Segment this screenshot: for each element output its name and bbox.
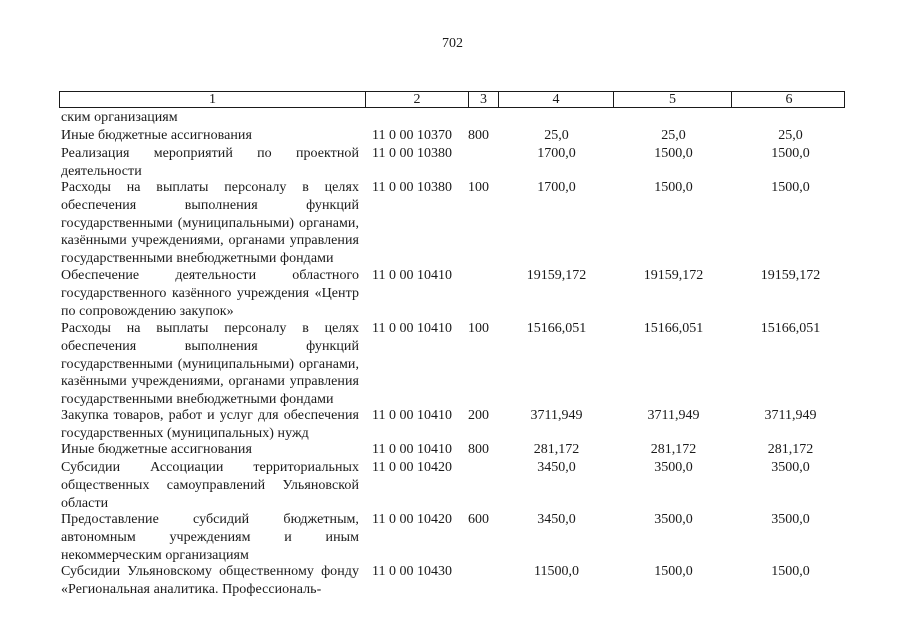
row-value-2: 25,0 — [661, 128, 686, 143]
row-name: Субсидии Ульяновскому общественному фонду «Региональная аналитика. Профессиональ- — [61, 564, 359, 597]
row-value-1: 25,0 — [544, 128, 569, 143]
row-value-2: 1500,0 — [654, 146, 693, 161]
row-vr: 100 — [468, 321, 489, 336]
row-name: ским организациям — [61, 110, 178, 125]
row-value-1: 3711,949 — [530, 408, 583, 423]
row-value-2: 1500,0 — [654, 180, 693, 195]
row-value-2: 1500,0 — [654, 564, 693, 579]
row-vr: 800 — [468, 442, 489, 457]
row-name: Расходы на выплаты персоналу в целях обеспечения выполнения функций государственными (муниципальными) органами, казёнными учреждениями, органами управления государственными внебюджетными фондами — [61, 180, 359, 267]
row-name: Иные бюджетные ассигнования — [61, 442, 252, 457]
row-value-3: 281,172 — [767, 442, 814, 457]
table-header — [59, 91, 845, 108]
row-name: Реализация мероприятий по проектной деятельности — [61, 146, 359, 179]
row-vr: 600 — [468, 512, 489, 527]
row-value-2: 3500,0 — [654, 460, 693, 475]
row-value-1: 11500,0 — [534, 564, 579, 579]
row-name: Обеспечение деятельности областного государственного казённого учреждения «Центр по сопровождению закупок» — [61, 268, 359, 319]
row-name: Иные бюджетные ассигнования — [61, 128, 252, 143]
row-vr: 100 — [468, 180, 489, 195]
page-number: 702 — [442, 36, 463, 51]
row-value-2: 3711,949 — [647, 408, 700, 423]
row-code: 11 0 00 10410 — [372, 442, 452, 457]
header-col-1: 1 — [209, 92, 216, 107]
row-value-1: 15166,051 — [526, 321, 587, 336]
row-value-2: 281,172 — [650, 442, 697, 457]
row-code: 11 0 00 10410 — [372, 321, 452, 336]
row-code: 11 0 00 10420 — [372, 512, 452, 527]
row-code: 11 0 00 10380 — [372, 180, 452, 195]
row-code: 11 0 00 10380 — [372, 146, 452, 161]
header-col-5: 5 — [613, 92, 731, 107]
row-code: 11 0 00 10410 — [372, 268, 452, 283]
row-value-3: 3711,949 — [764, 408, 817, 423]
row-value-3: 1500,0 — [771, 146, 810, 161]
row-value-3: 1500,0 — [771, 180, 810, 195]
row-value-2: 15166,051 — [643, 321, 704, 336]
row-value-2: 19159,172 — [643, 268, 704, 283]
row-value-1: 19159,172 — [526, 268, 587, 283]
row-value-3: 3500,0 — [771, 460, 810, 475]
row-vr: 200 — [468, 408, 489, 423]
row-value-1: 3450,0 — [537, 512, 576, 527]
header-col-3: 3 — [468, 92, 498, 107]
row-value-2: 3500,0 — [654, 512, 693, 527]
row-value-1: 281,172 — [533, 442, 580, 457]
row-value-3: 1500,0 — [771, 564, 810, 579]
row-name: Закупка товаров, работ и услуг для обеспечения государственных (муниципальных) нужд — [61, 408, 359, 441]
header-col-6: 6 — [731, 92, 846, 107]
row-value-1: 1700,0 — [537, 180, 576, 195]
row-code: 11 0 00 10370 — [372, 128, 452, 143]
row-value-1: 1700,0 — [537, 146, 576, 161]
row-name: Расходы на выплаты персоналу в целях обеспечения выполнения функций государственными (муниципальными) органами, казёнными учреждениями, органами управления государственными внебюджетными фондами — [61, 321, 359, 408]
row-code: 11 0 00 10430 — [372, 564, 452, 579]
row-value-3: 15166,051 — [760, 321, 821, 336]
row-vr: 800 — [468, 128, 489, 143]
row-value-3: 19159,172 — [760, 268, 821, 283]
header-col-4: 4 — [498, 92, 613, 107]
row-code: 11 0 00 10420 — [372, 460, 452, 475]
header-col-2: 2 — [365, 92, 468, 107]
row-name: Субсидии Ассоциации территориальных общественных самоуправлений Ульяновской области — [61, 460, 359, 511]
row-value-3: 3500,0 — [771, 512, 810, 527]
row-value-3: 25,0 — [778, 128, 803, 143]
row-name: Предоставление субсидий бюджетным, автономным учреждениям и иным некоммерческим организациям — [61, 512, 359, 563]
row-code: 11 0 00 10410 — [372, 408, 452, 423]
row-value-1: 3450,0 — [537, 460, 576, 475]
